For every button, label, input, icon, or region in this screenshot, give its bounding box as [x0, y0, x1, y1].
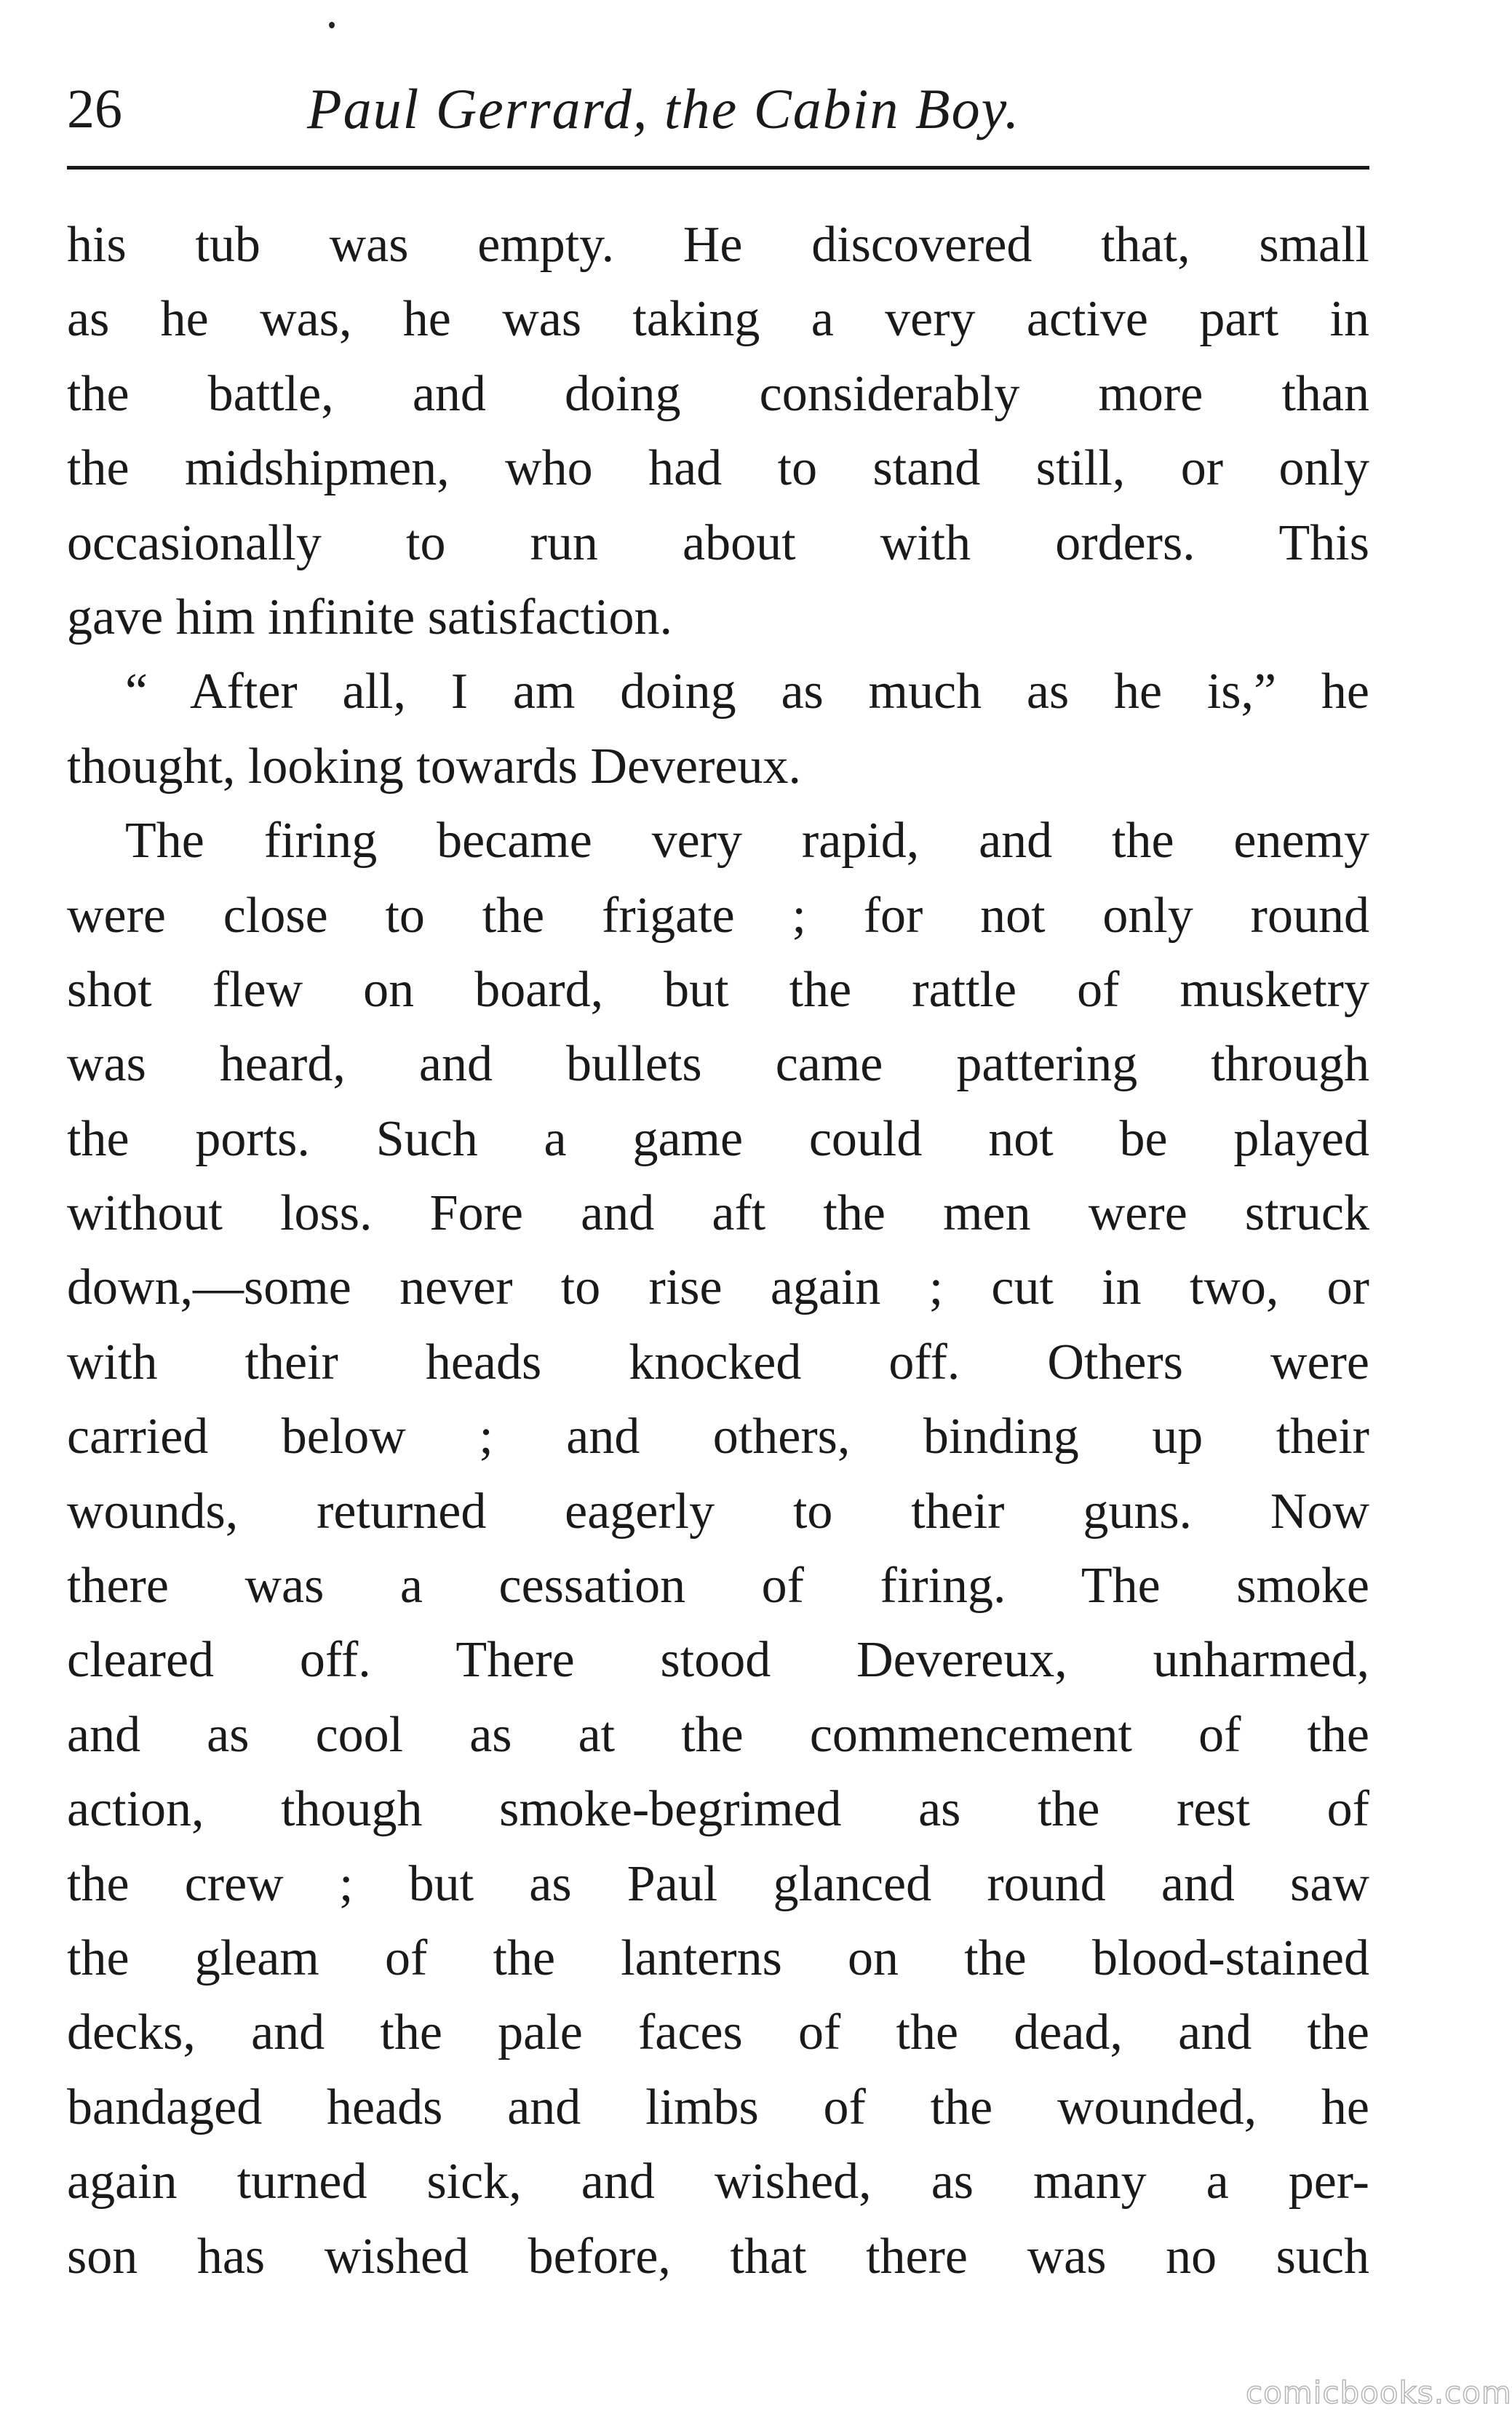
text-line: carried below ; and others, binding up their [67, 1409, 1369, 1465]
running-head [67, 69, 1369, 149]
text-line: the ports. Such a game could not be played [67, 1110, 1369, 1167]
running-title: Paul Gerrard, the Cabin Boy. [307, 77, 1021, 140]
text-line: there was a cessation of firing. The smoke [67, 1558, 1369, 1614]
text-line: action, though smoke-begrimed as the rest of [67, 1781, 1369, 1838]
text-line: and as cool as at the commencement of the [67, 1706, 1369, 1763]
text-line: down,—some never to rise again ; cut in two, or [67, 1259, 1369, 1316]
text-line: his tub was empty. He discovered that, small [67, 217, 1369, 273]
page-number: 26 [67, 79, 122, 140]
text-line: the midshipmen, who had to stand still, or only [67, 440, 1369, 497]
watermark: comicbooks.com [1246, 2375, 1512, 2410]
text-line: bandaged heads and limbs of the wounded, he [67, 2079, 1369, 2135]
header-rule [67, 166, 1369, 170]
text-line: The firing became very rapid, and the enemy [125, 813, 1369, 869]
text-line: as he was, he was taking a very active part in [67, 291, 1369, 348]
body-text [67, 208, 1369, 2294]
text-line: shot flew on board, but the rattle of musketry [67, 961, 1369, 1018]
ink-speck [329, 22, 335, 28]
text-line: the gleam of the lanterns on the blood-stained [67, 1930, 1369, 1986]
text-line: were close to the frigate ; for not only round [67, 887, 1369, 944]
text-line: occasionally to run about with orders. This [67, 514, 1369, 571]
text-line: again turned sick, and wished, as many a per- [67, 2154, 1369, 2210]
text-line: the crew ; but as Paul glanced round and saw [67, 1855, 1369, 1912]
text-line: with their heads knocked off. Others were [67, 1334, 1369, 1390]
text-line: gave him infinite satisfaction. [67, 589, 673, 645]
text-line: without loss. Fore and aft the men were struck [67, 1185, 1369, 1242]
text-line: wounds, returned eagerly to their guns. Now [67, 1483, 1369, 1540]
text-line: thought, looking towards Devereux. [67, 738, 801, 795]
text-line: was heard, and bullets came pattering through [67, 1036, 1369, 1093]
text-line: “ After all, I am doing as much as he is,” he [125, 664, 1369, 720]
text-line: decks, and the pale faces of the dead, and the [67, 2004, 1369, 2061]
text-line: son has wished before, that there was no such [67, 2228, 1369, 2285]
text-line: the battle, and doing considerably more than [67, 365, 1369, 422]
text-line: cleared off. There stood Devereux, unharmed, [67, 1632, 1369, 1689]
